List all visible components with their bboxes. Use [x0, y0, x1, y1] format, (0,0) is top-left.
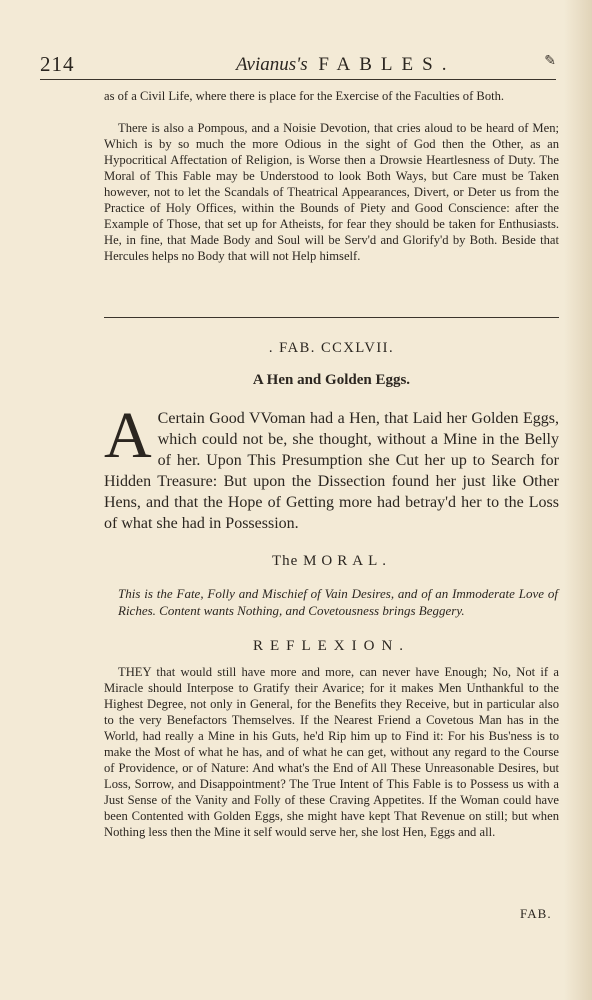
fable-title: A Hen and Golden Eggs.	[252, 372, 411, 388]
fable-text	[104, 399, 559, 534]
section-divider	[104, 317, 559, 318]
header-rule	[40, 79, 556, 80]
fable-body: Certain Good VVoman had a Hen, that Laid her Golden Eggs, which could not be, she thought, without a Mine in the Belly of her. Upon This Presumption she Cut her up to Search for Hidden Treasure: But upon the Dissection found her just like Other Hens, and that the Hope of Getting more had betray'd her to the Loss of what she had in Possession.	[104, 410, 559, 532]
reflexion-heading: REFLEXION.	[252, 638, 411, 654]
moral-text: This is the Fate, Folly and Mischief of Vain Desires, and of an Immoderate Love of Riches. Content wants Nothing, and Covetousness brings Beggery.	[118, 586, 558, 618]
drop-cap: A	[104, 399, 152, 472]
fable-number: . FAB. CCXLVII.	[268, 340, 395, 356]
running-head	[236, 54, 455, 76]
moral-heading-prefix: The	[272, 553, 299, 569]
moral-heading	[104, 553, 559, 570]
moral-heading-word: MORAL.	[303, 553, 391, 569]
running-head-title: FABLES.	[318, 54, 456, 75]
page-number: 214	[40, 52, 75, 76]
previous-reflexion-paragraph: There is also a Pompous, and a Noisie Devotion, that cries aloud to be heard of Men; Which is by so much the more Odious in the sight of God then the Other, as an Hypocritical Affectation of Religion, is Worse then a Drowsie Heartlesness of Duty. The Moral of This Fable may be Understood to look Both Ways, but Care must be Taken however, not to let the Scandals of Theatrical Appearances, Divert, or Deter us from the Practice of Holy Offices, within the Bounds of Piety and Good Conscience: after the Example of Those, that set up for Atheists, for fear they should be taken for Enthusiasts. He, in fine, that Made Body and Soul will be Serv'd and Glorify'd by Both. Beside that Hercules helps no Body that will not Help himself.	[104, 121, 559, 263]
catchword: FAB.	[520, 906, 552, 921]
page-header	[40, 48, 556, 78]
reflexion-text: THEY that would still have more and more, can never have Enough; No, Not if a Miracle should Interpose to Gratify their Avarice; for it makes Men Unthankful to the Highest Degree, not only in General, for the Benefits they Receive, but in particular also to the very Benefactors Themselves. If the Nearest Friend a Covetous Man has in the World, had really a Mine in his Guts, he'd Rip him up to Find it: For his Bus'ness is to make the Most of what he has, and of what he can get, without any regard to the Course of Providence, or of Nature: And what's the End of All These Unreasonable Desires, but Loss, Sorrow, and Disappointment? The True Intent of This Fable is to Possess us with a Just Sense of the Vanity and Folly of these Craving Appetites. If the Woman could have been Contented with Golden Eggs, she might have kept That Revenue on still; but when Nothing less then the Mine it self would serve her, she lost Hen, Eggs and all.	[104, 665, 559, 839]
page-edge-shadow	[564, 0, 592, 1000]
continued-paragraph: as of a Civil Life, where there is place for the Exercise of the Faculties of Both.	[104, 89, 505, 103]
running-head-author: Avianus's	[236, 54, 308, 75]
pencil-mark-icon: ✎	[544, 54, 556, 69]
